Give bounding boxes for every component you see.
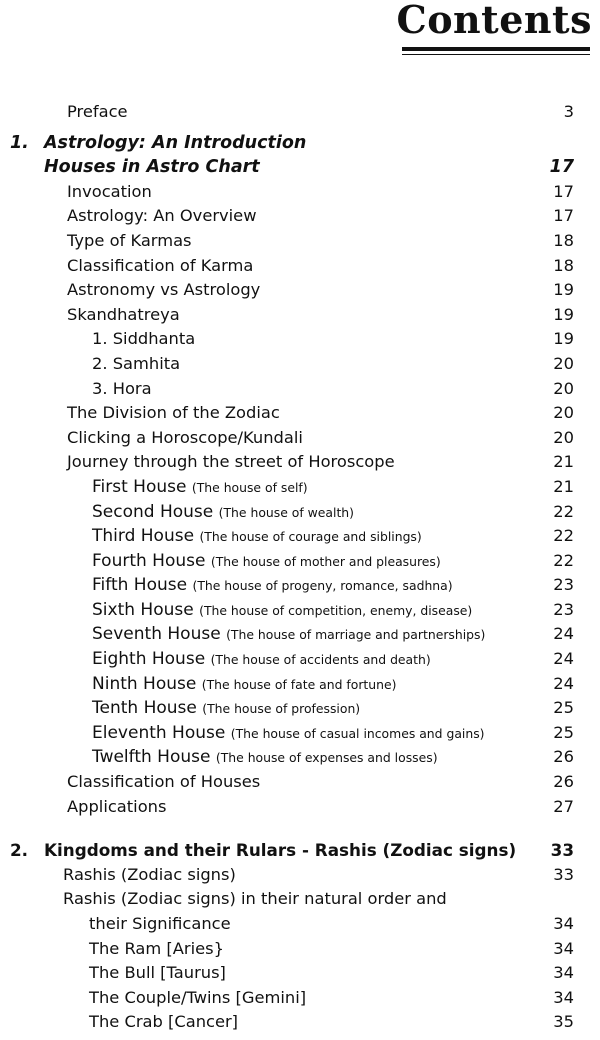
toc-entry[interactable] (0, 450, 600, 475)
toc-entry-title: Third House (92, 526, 195, 547)
title-rule-thick (402, 47, 590, 51)
toc-entry-title: Rashis (Zodiac signs) in their natural order and (63, 889, 447, 909)
toc-page-number: 18 (553, 255, 574, 275)
toc-entry[interactable] (0, 229, 600, 254)
toc-page-number: 25 (553, 722, 574, 742)
toc-entry-title: Ninth House (92, 673, 197, 694)
toc-page-number: 35 (553, 1012, 574, 1032)
toc-house-entry[interactable] (0, 598, 600, 623)
toc-entry[interactable] (0, 254, 600, 279)
toc-entry-title: The Ram [Aries} (89, 938, 224, 958)
toc-page-number: 22 (553, 550, 574, 570)
toc-entry-title: The Division of the Zodiac (67, 403, 280, 423)
toc-entry-title: Twelfth House (92, 747, 211, 768)
toc-entry-title: Seventh House (92, 624, 221, 645)
toc-entry-label (67, 450, 395, 475)
toc-entry[interactable] (0, 180, 600, 205)
toc-entry-label (67, 180, 152, 205)
toc-page-number: 25 (553, 698, 574, 718)
toc-entry-label (67, 278, 260, 303)
toc-entry-title: The Bull [Taurus] (89, 963, 226, 983)
chapter-heading-2[interactable] (0, 838, 600, 863)
toc-entry-label (92, 524, 422, 550)
toc-entry[interactable] (0, 204, 600, 229)
toc-entry-label (92, 352, 180, 377)
chapter-number: 2. (10, 840, 29, 861)
toc-entry-description: (The house of casual incomes and gains) (230, 725, 485, 741)
toc-entry[interactable] (0, 303, 600, 328)
toc-house-entry[interactable] (0, 475, 600, 500)
page-title: Contents (396, 0, 592, 42)
toc-page-number: 19 (553, 329, 574, 349)
toc-subentry[interactable] (0, 377, 600, 402)
toc-page-number: 17 (553, 181, 574, 201)
toc-entry-title: 2. Samhita (92, 353, 181, 373)
toc-house-entry[interactable] (0, 672, 600, 697)
toc-entry-label (89, 937, 224, 962)
toc-entry-title: their Significance (89, 914, 231, 933)
toc-page-number: 34 (553, 987, 574, 1007)
toc-entry-description: (The house of expenses and losses) (215, 750, 438, 766)
toc-entry-title: Applications (67, 796, 167, 816)
toc-sign-entry[interactable] (0, 961, 600, 986)
toc-sign-entry[interactable] (0, 1010, 600, 1035)
toc-entry-description: (The house of mother and pleasures) (210, 553, 441, 569)
toc-entry-title: Skandhatreya (67, 304, 180, 324)
toc-entry-description: (The house of fate and fortune) (201, 676, 397, 692)
toc-page-number: 3 (563, 102, 574, 121)
toc-entry-description: (The house of courage and siblings) (199, 529, 422, 545)
toc-page-number: 20 (553, 403, 574, 423)
toc-entry-label (92, 721, 485, 747)
toc-subentry[interactable] (0, 327, 600, 352)
toc-house-entry[interactable] (0, 549, 600, 574)
toc-page-number: 26 (553, 772, 574, 792)
toc-page-number: 20 (553, 353, 574, 373)
toc-page-number: 20 (553, 427, 574, 447)
toc-entry-label (67, 795, 166, 820)
chapter-number: 1. (10, 132, 29, 153)
toc-entry-title: Rashis (Zodiac signs) (63, 864, 236, 884)
toc-page-number: 19 (553, 280, 574, 300)
toc-entry-label (92, 327, 195, 352)
toc-entry[interactable] (0, 278, 600, 303)
toc-entry-continued[interactable] (0, 912, 600, 937)
toc-entry-label (92, 500, 354, 526)
toc-entry-label (92, 622, 485, 648)
toc-entry-label (92, 696, 360, 722)
toc-entry-description: (The house of accidents and death) (210, 652, 431, 668)
toc-entry-label (92, 549, 441, 575)
toc-entry-label (92, 647, 431, 673)
toc-entry-title: Classification of Houses (67, 772, 261, 792)
chapter-title-line1: Astrology: An Introduction (44, 132, 307, 153)
toc-entry-title: Sixth House (92, 599, 194, 620)
toc-entry-label (67, 401, 280, 426)
toc-entry[interactable] (0, 887, 600, 912)
toc-entry-title: Journey through the street of Horoscope (67, 452, 395, 472)
toc-page-number: 21 (553, 476, 574, 496)
toc-page-number: 18 (553, 230, 574, 250)
toc-page-number: 22 (553, 526, 574, 546)
toc-entry-preface[interactable] (0, 100, 600, 125)
toc-entry-label (92, 598, 472, 624)
toc-entry-label (92, 745, 438, 771)
toc-entry-title: Astrology: An Overview (67, 206, 257, 226)
toc-page-number: 24 (553, 649, 574, 669)
toc-entry-title: Eighth House (92, 649, 206, 670)
toc-entry-title: 3. Hora (92, 378, 152, 398)
toc-entry-label (89, 1010, 238, 1035)
toc-entry-title: Clicking a Horoscope/Kundali (67, 427, 303, 447)
toc-entry-title: Eleventh House (92, 722, 226, 743)
toc-page-number: 19 (553, 304, 574, 324)
toc-entry-title: Tenth House (92, 698, 197, 719)
toc-entry-label (67, 303, 180, 328)
toc-entry[interactable] (0, 401, 600, 426)
toc-page-number: 34 (553, 938, 574, 958)
toc-subentry[interactable] (0, 352, 600, 377)
toc-house-entry[interactable] (0, 573, 600, 598)
toc-entry-label (67, 426, 303, 451)
toc-entry-label (92, 672, 396, 698)
toc-entry-label: Preface (67, 102, 128, 121)
toc-entry-title: 1. Siddhanta (92, 329, 196, 349)
toc-sign-entry[interactable] (0, 937, 600, 962)
toc-entry-label (89, 986, 306, 1011)
toc-page-number: 33 (553, 864, 574, 884)
title-rule-thin (402, 54, 590, 55)
chapter-heading-1-line2[interactable] (0, 155, 600, 180)
toc-page-number: 26 (553, 747, 574, 767)
toc-entry-title: Second House (92, 501, 214, 522)
toc-entry-label (89, 912, 231, 937)
section-gap (0, 819, 600, 838)
toc-entry-label (92, 475, 308, 501)
toc-entry-label (67, 770, 260, 795)
toc-entry-title: Fourth House (92, 550, 206, 571)
toc-entry-title: Fifth House (92, 575, 188, 596)
toc-page-number: 17 (553, 206, 574, 226)
chapter-page-number: 17 (549, 157, 574, 178)
toc-entry[interactable] (0, 426, 600, 451)
toc-page-number: 22 (553, 501, 574, 521)
toc-entry-title: The Crab [Cancer] (89, 1012, 239, 1032)
toc-entry-title: Invocation (67, 181, 152, 201)
toc-entry[interactable] (0, 863, 600, 888)
toc-entry-label (63, 887, 447, 912)
toc-house-entry[interactable] (0, 524, 600, 549)
toc-entry-title: First House (92, 476, 187, 497)
toc-page-number: 21 (553, 452, 574, 472)
toc-entry-title: Astronomy vs Astrology (67, 280, 261, 300)
toc-entry-title: Classification of Karma (67, 255, 254, 275)
toc-entry-title: The Couple/Twins [Gemini] (89, 987, 307, 1007)
toc-house-entry[interactable] (0, 500, 600, 525)
toc-house-entry[interactable] (0, 696, 600, 721)
chapter-title: Kingdoms and their Rulars - Rashis (Zodiac signs) (44, 840, 517, 861)
toc-entry-label (92, 573, 453, 599)
toc-sign-entry[interactable] (0, 986, 600, 1011)
chapter-page-number: 33 (550, 840, 574, 861)
table-of-contents (0, 100, 600, 1035)
toc-page-number: 27 (553, 796, 574, 816)
toc-page-number: 34 (553, 963, 574, 983)
toc-entry[interactable] (0, 795, 600, 820)
toc-page-number: 24 (553, 624, 574, 644)
toc-entry-description: (The house of profession) (202, 701, 361, 717)
toc-entry-description: (The house of self) (191, 479, 308, 495)
toc-entry-description: (The house of progeny, romance, sadhna) (192, 578, 453, 594)
toc-page-number: 20 (553, 378, 574, 398)
toc-entry-label (67, 254, 253, 279)
chapter-title-line2: Houses in Astro Chart (44, 157, 260, 178)
toc-house-entry[interactable] (0, 721, 600, 746)
toc-entry-label (89, 961, 226, 986)
toc-page-number: 23 (553, 599, 574, 619)
toc-house-entry[interactable] (0, 622, 600, 647)
chapter-heading-1[interactable] (0, 131, 600, 156)
toc-page-number: 23 (553, 575, 574, 595)
toc-entry[interactable] (0, 770, 600, 795)
toc-page-number: 24 (553, 673, 574, 693)
toc-entry-label (67, 229, 192, 254)
toc-page-number: 34 (553, 914, 574, 933)
toc-entry-description: (The house of wealth) (218, 504, 354, 520)
toc-house-entry[interactable] (0, 647, 600, 672)
toc-entry-description: (The house of marriage and partnerships) (226, 627, 486, 643)
toc-entry-description: (The house of competition, enemy, disease) (199, 602, 473, 618)
toc-entry-label (67, 204, 257, 229)
toc-house-entry[interactable] (0, 745, 600, 770)
toc-entry-label (63, 863, 236, 888)
toc-entry-label (92, 377, 152, 402)
toc-entry-title: Type of Karmas (67, 230, 192, 250)
